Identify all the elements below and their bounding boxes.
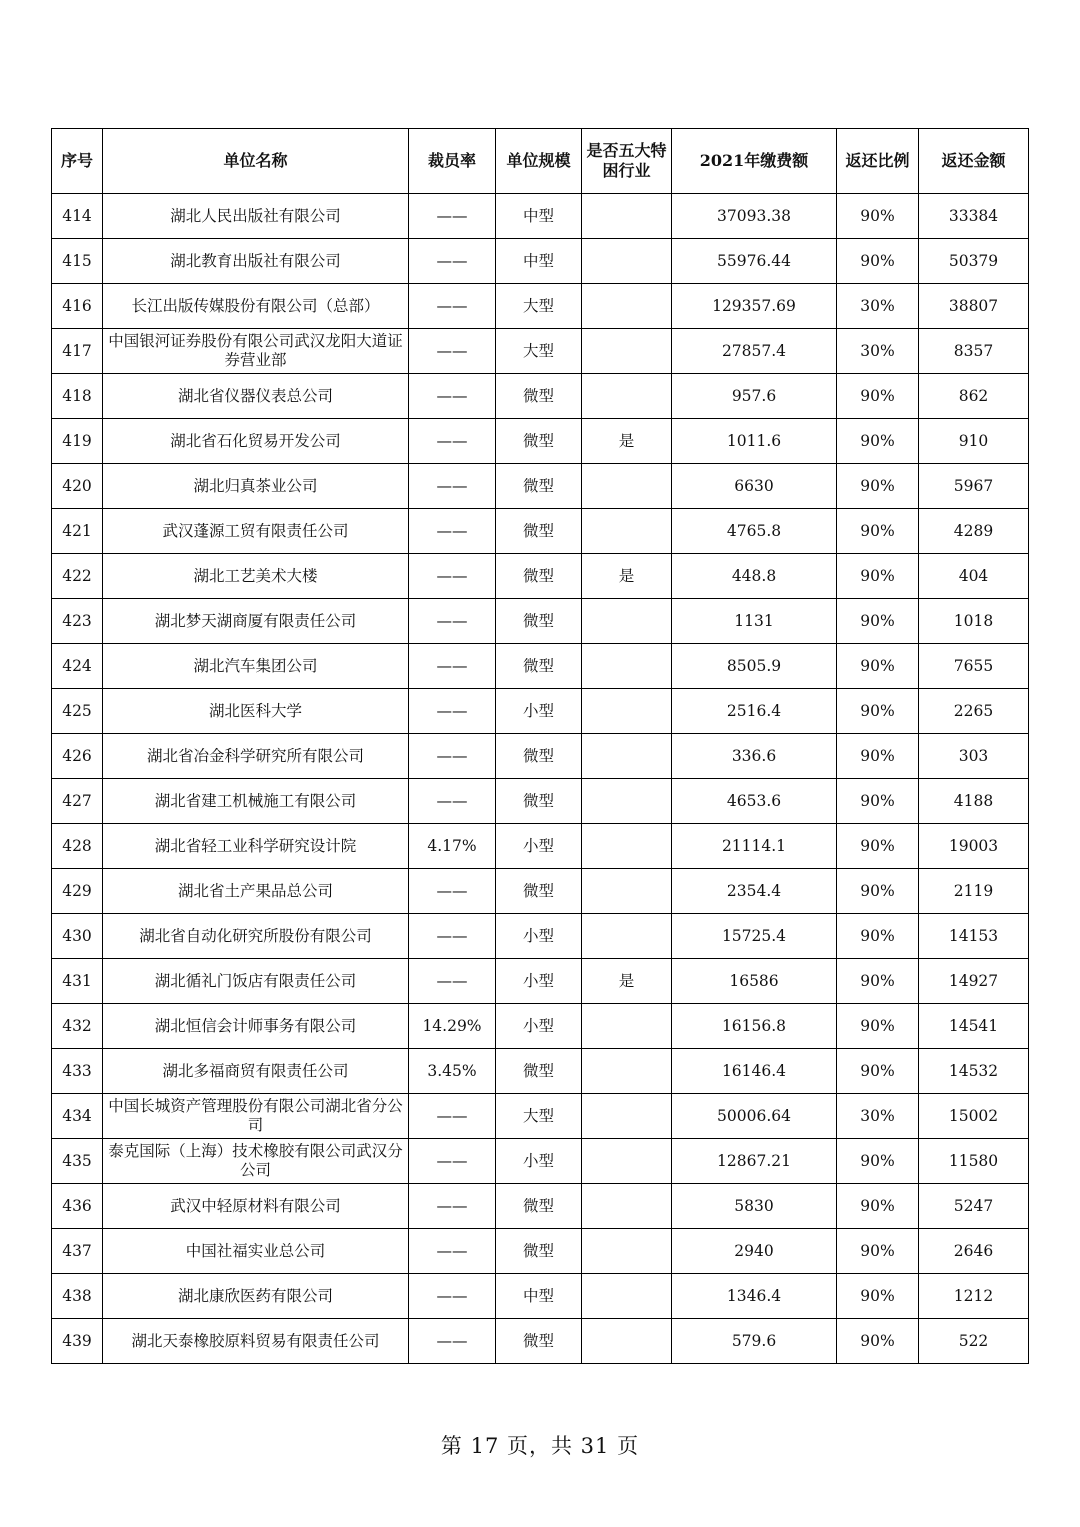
cell-2021-payment: 27857.4 [672,329,837,374]
cell-hardship-industry [582,734,672,779]
header-2021-payment: 2021年缴费额 [672,129,837,194]
cell-hardship-industry [582,914,672,959]
cell-layoff-rate: 4.17% [409,824,496,869]
table-row [52,1229,1029,1274]
cell-refund-amount: 5967 [919,464,1029,509]
cell-refund-ratio: 90% [837,464,919,509]
cell-layoff-rate: —— [409,1319,496,1364]
cell-2021-payment: 37093.38 [672,194,837,239]
cell-refund-amount: 5247 [919,1184,1029,1229]
cell-unit-name: 湖北省土产果品总公司 [103,869,409,914]
cell-layoff-rate: —— [409,464,496,509]
cell-serial: 417 [52,329,103,374]
cell-unit-scale: 微型 [496,734,582,779]
table-header-row [52,129,1029,194]
table-row [52,1184,1029,1229]
cell-refund-amount: 2119 [919,869,1029,914]
cell-2021-payment: 6630 [672,464,837,509]
cell-serial: 421 [52,509,103,554]
cell-layoff-rate: —— [409,1139,496,1184]
cell-2021-payment: 129357.69 [672,284,837,329]
cell-unit-name: 湖北康欣医药有限公司 [103,1274,409,1319]
cell-hardship-industry [582,1319,672,1364]
cell-refund-amount: 33384 [919,194,1029,239]
cell-unit-scale: 微型 [496,869,582,914]
cell-2021-payment: 15725.4 [672,914,837,959]
cell-refund-amount: 14927 [919,959,1029,1004]
cell-serial: 422 [52,554,103,599]
cell-refund-amount: 50379 [919,239,1029,284]
cell-refund-amount: 4289 [919,509,1029,554]
table-row [52,374,1029,419]
cell-serial: 419 [52,419,103,464]
cell-unit-name: 湖北医科大学 [103,689,409,734]
table-row [52,1004,1029,1049]
header-serial: 序号 [52,129,103,194]
cell-layoff-rate: —— [409,554,496,599]
cell-layoff-rate: —— [409,329,496,374]
cell-unit-name: 湖北工艺美术大楼 [103,554,409,599]
table-row [52,689,1029,734]
table-row [52,734,1029,779]
cell-unit-name: 泰克国际（上海）技术橡胶有限公司武汉分公司 [103,1139,409,1184]
cell-unit-name: 中国社福实业总公司 [103,1229,409,1274]
cell-unit-scale: 小型 [496,689,582,734]
cell-refund-ratio: 90% [837,914,919,959]
table-row [52,959,1029,1004]
cell-serial: 416 [52,284,103,329]
table-row [52,824,1029,869]
cell-layoff-rate: —— [409,869,496,914]
cell-serial: 430 [52,914,103,959]
cell-unit-name: 湖北省轻工业科学研究设计院 [103,824,409,869]
table-row [52,329,1029,374]
cell-hardship-industry [582,824,672,869]
cell-unit-name: 湖北归真茶业公司 [103,464,409,509]
cell-serial: 429 [52,869,103,914]
payment-refund-table [51,128,1029,1364]
cell-serial: 438 [52,1274,103,1319]
cell-unit-scale: 中型 [496,239,582,284]
cell-hardship-industry [582,599,672,644]
cell-unit-scale: 小型 [496,824,582,869]
cell-serial: 431 [52,959,103,1004]
table-body [52,194,1029,1364]
cell-layoff-rate: —— [409,689,496,734]
cell-hardship-industry [582,1139,672,1184]
cell-unit-name: 中国长城资产管理股份有限公司湖北省分公司 [103,1094,409,1139]
cell-unit-scale: 微型 [496,1049,582,1094]
cell-hardship-industry [582,644,672,689]
cell-refund-amount: 14532 [919,1049,1029,1094]
cell-layoff-rate: —— [409,1184,496,1229]
cell-2021-payment: 50006.64 [672,1094,837,1139]
cell-refund-ratio: 90% [837,1004,919,1049]
cell-unit-scale: 中型 [496,1274,582,1319]
cell-refund-ratio: 90% [837,734,919,779]
cell-2021-payment: 16156.8 [672,1004,837,1049]
cell-unit-name: 湖北省仪器仪表总公司 [103,374,409,419]
cell-unit-name: 湖北省自动化研究所股份有限公司 [103,914,409,959]
cell-layoff-rate: —— [409,1229,496,1274]
cell-hardship-industry [582,1094,672,1139]
cell-refund-ratio: 90% [837,644,919,689]
cell-unit-scale: 微型 [496,554,582,599]
cell-hardship-industry [582,1004,672,1049]
table-row [52,869,1029,914]
cell-layoff-rate: —— [409,959,496,1004]
table-row [52,1274,1029,1319]
cell-2021-payment: 12867.21 [672,1139,837,1184]
cell-refund-amount: 303 [919,734,1029,779]
cell-unit-scale: 小型 [496,1139,582,1184]
cell-layoff-rate: —— [409,599,496,644]
table-row [52,779,1029,824]
table-row [52,914,1029,959]
cell-refund-amount: 38807 [919,284,1029,329]
cell-hardship-industry [582,329,672,374]
table-row [52,419,1029,464]
cell-unit-name: 湖北教育出版社有限公司 [103,239,409,284]
cell-unit-scale: 微型 [496,509,582,554]
cell-refund-ratio: 90% [837,779,919,824]
cell-2021-payment: 1346.4 [672,1274,837,1319]
cell-refund-ratio: 90% [837,599,919,644]
cell-refund-ratio: 90% [837,869,919,914]
cell-unit-name: 湖北省冶金科学研究所有限公司 [103,734,409,779]
cell-layoff-rate: —— [409,779,496,824]
cell-refund-amount: 1018 [919,599,1029,644]
cell-refund-amount: 910 [919,419,1029,464]
cell-unit-name: 武汉中轻原材料有限公司 [103,1184,409,1229]
table-row [52,644,1029,689]
cell-layoff-rate: —— [409,734,496,779]
cell-unit-scale: 小型 [496,1004,582,1049]
cell-unit-scale: 大型 [496,1094,582,1139]
cell-hardship-industry [582,194,672,239]
cell-hardship-industry: 是 [582,959,672,1004]
table-row [52,1094,1029,1139]
cell-unit-name: 湖北省建工机械施工有限公司 [103,779,409,824]
cell-hardship-industry [582,284,672,329]
cell-refund-amount: 7655 [919,644,1029,689]
cell-hardship-industry [582,1184,672,1229]
cell-refund-ratio: 90% [837,824,919,869]
cell-serial: 437 [52,1229,103,1274]
cell-layoff-rate: —— [409,509,496,554]
cell-hardship-industry: 是 [582,554,672,599]
cell-serial: 433 [52,1049,103,1094]
table-row [52,1139,1029,1184]
cell-2021-payment: 55976.44 [672,239,837,284]
cell-unit-scale: 小型 [496,959,582,1004]
header-layoff-rate: 裁员率 [409,129,496,194]
cell-refund-ratio: 90% [837,1319,919,1364]
cell-unit-name: 湖北人民出版社有限公司 [103,194,409,239]
cell-refund-amount: 11580 [919,1139,1029,1184]
cell-layoff-rate: —— [409,644,496,689]
table-row [52,194,1029,239]
table-row [52,1049,1029,1094]
cell-refund-amount: 2646 [919,1229,1029,1274]
cell-layoff-rate: —— [409,239,496,284]
cell-refund-ratio: 90% [837,959,919,1004]
page-number: 第 17 页，共 31 页 [440,1434,640,1458]
cell-2021-payment: 5830 [672,1184,837,1229]
cell-refund-amount: 2265 [919,689,1029,734]
cell-layoff-rate: —— [409,914,496,959]
cell-refund-amount: 8357 [919,329,1029,374]
cell-layoff-rate: —— [409,374,496,419]
cell-unit-scale: 微型 [496,1229,582,1274]
cell-unit-name: 湖北天泰橡胶原料贸易有限责任公司 [103,1319,409,1364]
cell-unit-name: 湖北省石化贸易开发公司 [103,419,409,464]
cell-serial: 426 [52,734,103,779]
cell-refund-ratio: 90% [837,374,919,419]
cell-unit-name: 湖北汽车集团公司 [103,644,409,689]
cell-hardship-industry [582,239,672,284]
cell-unit-scale: 小型 [496,914,582,959]
cell-serial: 414 [52,194,103,239]
cell-unit-scale: 微型 [496,644,582,689]
table-row [52,554,1029,599]
cell-unit-scale: 微型 [496,374,582,419]
cell-2021-payment: 21114.1 [672,824,837,869]
cell-2021-payment: 2516.4 [672,689,837,734]
cell-serial: 424 [52,644,103,689]
cell-refund-ratio: 90% [837,554,919,599]
cell-unit-name: 武汉蓬源工贸有限责任公司 [103,509,409,554]
cell-layoff-rate: —— [409,1094,496,1139]
cell-unit-name: 中国银河证券股份有限公司武汉龙阳大道证券营业部 [103,329,409,374]
cell-hardship-industry [582,374,672,419]
table-row [52,239,1029,284]
cell-unit-name: 湖北循礼门饭店有限责任公司 [103,959,409,1004]
cell-unit-scale: 大型 [496,284,582,329]
cell-2021-payment: 16146.4 [672,1049,837,1094]
cell-serial: 427 [52,779,103,824]
cell-layoff-rate: —— [409,1274,496,1319]
cell-2021-payment: 2940 [672,1229,837,1274]
cell-unit-name: 长江出版传媒股份有限公司（总部） [103,284,409,329]
cell-unit-scale: 微型 [496,779,582,824]
header-unit-name: 单位名称 [103,129,409,194]
cell-unit-scale: 中型 [496,194,582,239]
cell-2021-payment: 448.8 [672,554,837,599]
header-refund-amount: 返还金额 [919,129,1029,194]
cell-serial: 415 [52,239,103,284]
cell-layoff-rate: 3.45% [409,1049,496,1094]
cell-2021-payment: 2354.4 [672,869,837,914]
cell-unit-scale: 微型 [496,419,582,464]
cell-refund-amount: 14153 [919,914,1029,959]
cell-hardship-industry [582,689,672,734]
cell-refund-ratio: 90% [837,239,919,284]
table-row [52,509,1029,554]
cell-unit-name: 湖北梦天湖商厦有限责任公司 [103,599,409,644]
cell-refund-ratio: 90% [837,1229,919,1274]
cell-refund-ratio: 90% [837,1049,919,1094]
cell-hardship-industry [582,869,672,914]
cell-refund-amount: 19003 [919,824,1029,869]
cell-layoff-rate: —— [409,284,496,329]
cell-hardship-industry [582,1274,672,1319]
cell-hardship-industry [582,1229,672,1274]
cell-refund-amount: 862 [919,374,1029,419]
cell-refund-ratio: 90% [837,419,919,464]
header-refund-ratio: 返还比例 [837,129,919,194]
cell-unit-scale: 大型 [496,329,582,374]
cell-unit-scale: 微型 [496,464,582,509]
cell-2021-payment: 4765.8 [672,509,837,554]
table-row [52,284,1029,329]
cell-unit-scale: 微型 [496,1184,582,1229]
cell-layoff-rate: 14.29% [409,1004,496,1049]
cell-refund-amount: 4188 [919,779,1029,824]
cell-refund-ratio: 90% [837,194,919,239]
cell-serial: 425 [52,689,103,734]
cell-serial: 435 [52,1139,103,1184]
cell-hardship-industry [582,779,672,824]
cell-refund-ratio: 90% [837,689,919,734]
cell-serial: 423 [52,599,103,644]
header-hardship-industry: 是否五大特困行业 [582,129,672,194]
table-row [52,464,1029,509]
cell-hardship-industry [582,1049,672,1094]
cell-refund-ratio: 90% [837,1274,919,1319]
cell-2021-payment: 579.6 [672,1319,837,1364]
cell-unit-scale: 微型 [496,599,582,644]
cell-serial: 432 [52,1004,103,1049]
cell-refund-amount: 14541 [919,1004,1029,1049]
cell-refund-ratio: 90% [837,1139,919,1184]
cell-serial: 434 [52,1094,103,1139]
cell-2021-payment: 1131 [672,599,837,644]
table-row [52,599,1029,644]
cell-2021-payment: 336.6 [672,734,837,779]
cell-layoff-rate: —— [409,419,496,464]
cell-unit-scale: 微型 [496,1319,582,1364]
cell-refund-amount: 522 [919,1319,1029,1364]
cell-2021-payment: 1011.6 [672,419,837,464]
cell-refund-amount: 404 [919,554,1029,599]
cell-2021-payment: 8505.9 [672,644,837,689]
cell-refund-ratio: 30% [837,329,919,374]
cell-serial: 439 [52,1319,103,1364]
cell-refund-ratio: 90% [837,1184,919,1229]
cell-layoff-rate: —— [409,194,496,239]
cell-serial: 420 [52,464,103,509]
cell-refund-amount: 1212 [919,1274,1029,1319]
cell-unit-name: 湖北多福商贸有限责任公司 [103,1049,409,1094]
cell-serial: 436 [52,1184,103,1229]
cell-serial: 418 [52,374,103,419]
cell-hardship-industry [582,509,672,554]
cell-unit-name: 湖北恒信会计师事务有限公司 [103,1004,409,1049]
cell-hardship-industry: 是 [582,419,672,464]
cell-2021-payment: 16586 [672,959,837,1004]
cell-2021-payment: 4653.6 [672,779,837,824]
cell-serial: 428 [52,824,103,869]
header-unit-scale: 单位规模 [496,129,582,194]
table-row [52,1319,1029,1364]
cell-hardship-industry [582,464,672,509]
cell-2021-payment: 957.6 [672,374,837,419]
cell-refund-ratio: 30% [837,1094,919,1139]
cell-refund-ratio: 90% [837,509,919,554]
cell-refund-ratio: 30% [837,284,919,329]
cell-refund-amount: 15002 [919,1094,1029,1139]
